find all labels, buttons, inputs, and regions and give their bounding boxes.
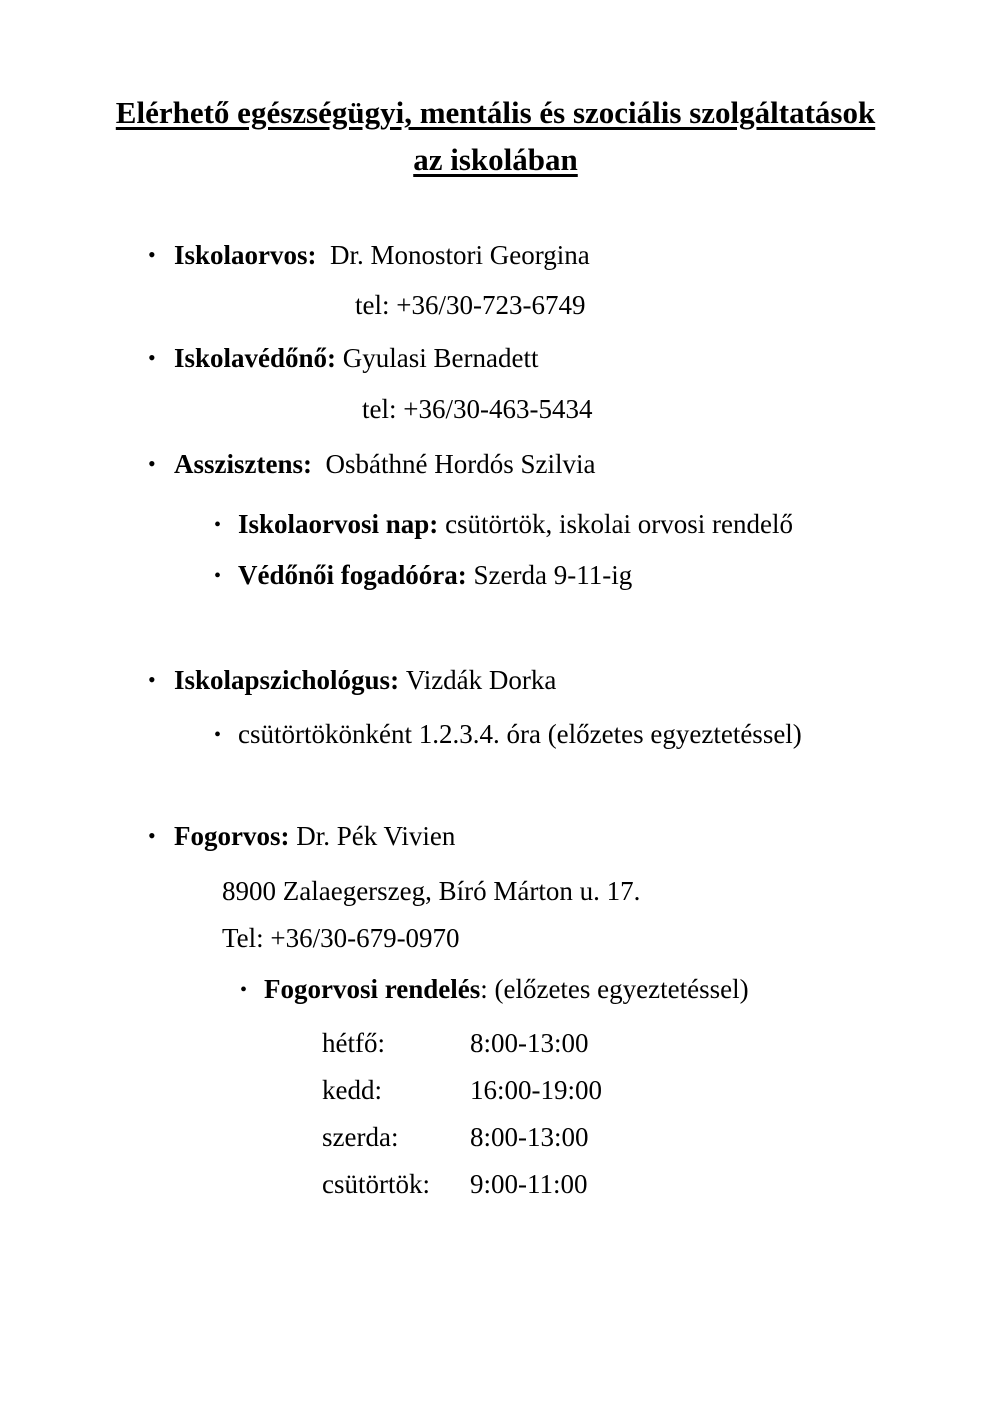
school-doctor-value xyxy=(317,240,331,270)
schedule-time: 8:00-13:00 xyxy=(470,1122,589,1152)
psychologist-hours-value: csütörtökönként 1.2.3.4. óra (előzetes egyeztetéssel) xyxy=(238,719,802,749)
spacer xyxy=(467,560,474,590)
school-doctor-name: Dr. Monostori Georgina xyxy=(330,240,590,270)
schedule-day: csütörtök: xyxy=(322,1169,430,1199)
spacer xyxy=(312,449,326,479)
page-title-line-1: Elérhető egészségügyi, mentális és szociális szolgáltatások xyxy=(115,95,876,130)
table-row xyxy=(322,1167,588,1201)
list-item-nurse-hours xyxy=(214,558,632,593)
dentist-name: Dr. Pék Vivien xyxy=(296,821,456,851)
table-row xyxy=(322,1073,602,1107)
spacer xyxy=(399,665,406,695)
school-doctor-phone: tel: +36/30-723-6749 xyxy=(355,290,586,320)
list-item-dentist-hours xyxy=(240,972,749,1007)
schedule-day: szerda: xyxy=(322,1122,399,1152)
page-title-line-2: az iskolában xyxy=(413,142,578,177)
schedule-time: 9:00-11:00 xyxy=(470,1169,588,1199)
doctor-day-label: Iskolaorvosi nap: xyxy=(238,509,439,539)
dentist-address: 8900 Zalaegerszeg, Bíró Márton u. 17. xyxy=(222,876,641,906)
bullet-icon: • xyxy=(148,242,156,267)
assistant-name: Osbáthné Hordós Szilvia xyxy=(325,449,596,479)
table-row xyxy=(322,1026,589,1060)
dentist-label: Fogorvos: xyxy=(174,821,290,851)
list-item-assistant xyxy=(148,447,595,481)
schedule-time: 8:00-13:00 xyxy=(470,1028,589,1058)
bullet-icon: • xyxy=(214,565,222,587)
page-title xyxy=(0,90,991,183)
dentist-hours-note: : (előzetes egyeztetéssel) xyxy=(480,974,749,1004)
bullet-icon: • xyxy=(214,514,222,536)
bullet-icon: • xyxy=(240,979,248,1001)
list-item-school-doctor xyxy=(148,238,590,272)
assistant-label: Asszisztens: xyxy=(174,449,312,479)
school-doctor-label: Iskolaorvos: xyxy=(174,240,317,270)
spacer xyxy=(336,343,343,373)
bullet-icon: • xyxy=(148,451,156,476)
doctor-day-value: csütörtök, iskolai orvosi rendelő xyxy=(445,509,794,539)
psychologist-name: Vizdák Dorka xyxy=(405,665,557,695)
school-nurse-label: Iskolavédőnő: xyxy=(174,343,337,373)
dentist-hours-label: Fogorvosi rendelés xyxy=(264,974,481,1004)
nurse-hours-label: Védőnői fogadóóra: xyxy=(238,560,467,590)
table-row xyxy=(322,1120,589,1154)
schedule-day: kedd: xyxy=(322,1075,382,1105)
school-nurse-name: Gyulasi Bernadett xyxy=(342,343,539,373)
bullet-icon: • xyxy=(148,667,156,692)
psychologist-label: Iskolapszichológus: xyxy=(174,665,400,695)
bullet-icon: • xyxy=(148,823,156,848)
list-item-psychologist-hours xyxy=(214,717,802,752)
nurse-hours-value: Szerda 9-11-ig xyxy=(473,560,633,590)
schedule-day: hétfő: xyxy=(322,1028,385,1058)
list-item-dentist xyxy=(148,819,455,853)
list-item-school-nurse xyxy=(148,341,539,375)
list-item-doctor-day xyxy=(214,507,793,542)
bullet-icon: • xyxy=(214,724,222,746)
school-nurse-phone: tel: +36/30-463-5434 xyxy=(362,394,593,424)
bullet-icon: • xyxy=(148,345,156,370)
dentist-phone: Tel: +36/30-679-0970 xyxy=(222,923,460,953)
list-item-psychologist xyxy=(148,663,556,697)
schedule-time: 16:00-19:00 xyxy=(470,1075,602,1105)
